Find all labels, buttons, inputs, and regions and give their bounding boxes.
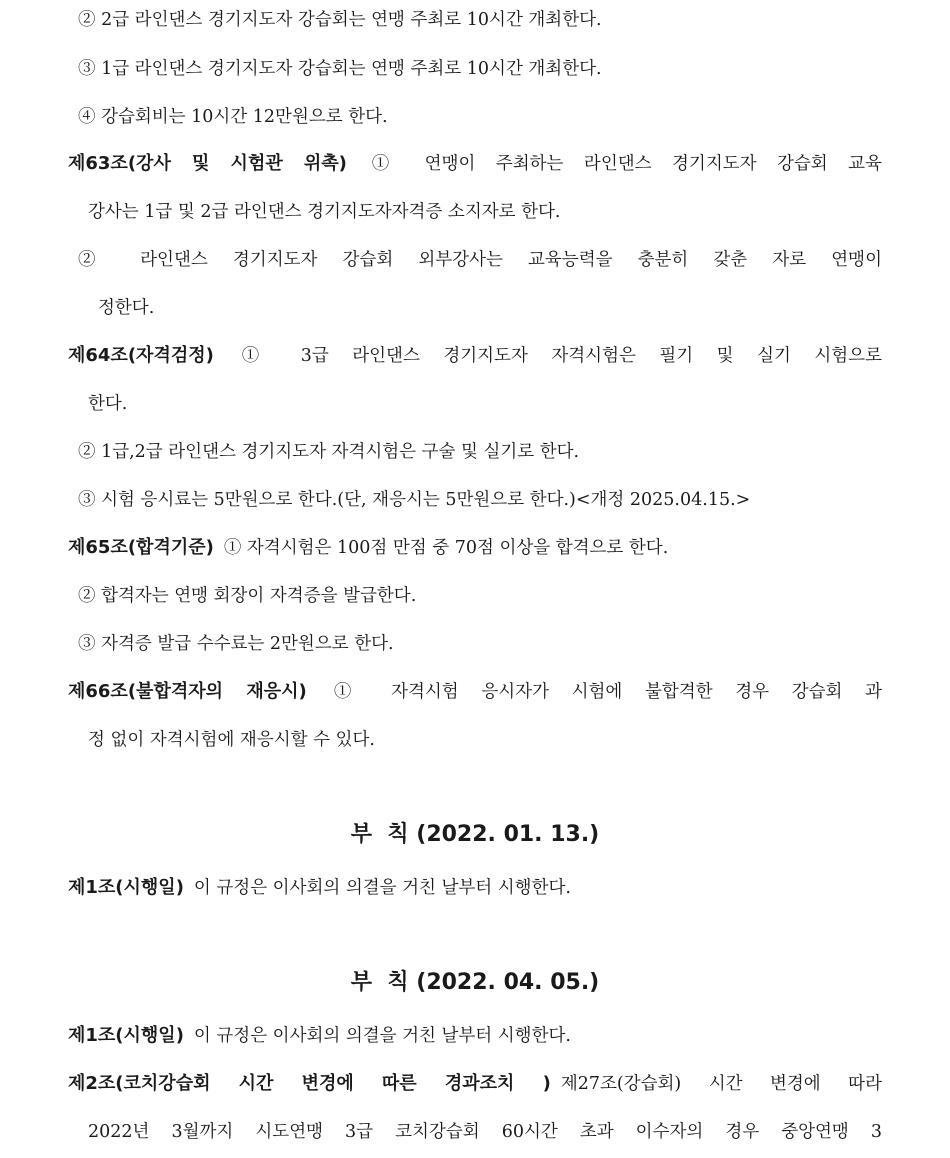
article-heading: 제1조(시행일)	[68, 1025, 184, 1046]
supplementary-heading	[0, 820, 950, 850]
article-66-cont	[88, 727, 375, 753]
clause-text: ② 2급 라인댄스 경기지도자 강습회는 연맹 주최로 10시간 개최한다.	[78, 10, 602, 30]
clause-63-2	[78, 247, 882, 273]
clause-text: 2022년 3월까지 시도연맹 3급 코치강습회 60시간 초과 이수자의 경우 중앙연맹 3	[88, 1122, 882, 1142]
supplementary-heading	[0, 968, 950, 998]
clause-text: 강사는 1급 및 2급 라인댄스 경기지도자자격증 소지자로 한다.	[88, 202, 561, 222]
supp2-article-1	[68, 1023, 571, 1049]
clause-text: 한다.	[88, 394, 128, 414]
supp2-article-2-cont	[88, 1119, 882, 1145]
supp2-article-2	[68, 1071, 882, 1097]
article-63	[68, 151, 882, 177]
heading-date: (2022. 01. 13.)	[416, 822, 600, 847]
clause-text: ② 합격자는 연맹 회장이 자격증을 발급한다.	[78, 586, 417, 606]
clause-text: ① 3급 라인댄스 경기지도자 자격시험은 필기 및 실기 시험으로	[223, 346, 882, 366]
clause-62-3	[78, 56, 602, 82]
clause-text: ② 1급,2급 라인댄스 경기지도자 자격시험은 구술 및 실기로 한다.	[78, 442, 580, 462]
clause-text: 제27조(강습회) 시간 변경에 따라	[560, 1074, 882, 1094]
clause-62-2	[78, 7, 602, 33]
clause-64-2	[78, 439, 579, 465]
supp1-article-1	[68, 875, 571, 901]
clause-64-3	[78, 487, 750, 513]
clause-text: ③ 자격증 발급 수수료는 2만원으로 한다.	[78, 634, 394, 654]
article-heading: 제1조(시행일)	[68, 877, 184, 898]
clause-text: 정한다.	[98, 298, 155, 318]
article-63-cont	[88, 199, 561, 225]
heading-word: 부 칙	[350, 970, 409, 995]
clause-63-2-cont	[98, 295, 154, 321]
article-heading: 제65조(합격기준)	[68, 537, 214, 558]
article-heading: 제66조(불합격자의 재응시)	[68, 681, 307, 702]
clause-text: ① 자격시험은 100점 만점 중 70점 이상을 합격으로 한다.	[223, 538, 669, 558]
clause-text: ① 자격시험 응시자가 시험에 불합격한 경우 강습회 과	[316, 682, 882, 702]
article-heading: 제63조(강사 및 시험관 위촉)	[68, 153, 347, 174]
article-heading: 제2조(코치강습회 시간 변경에 따른 경과조치 )	[68, 1073, 551, 1094]
clause-text: ① 연맹이 주최하는 라인댄스 경기지도자 강습회 교육	[356, 154, 882, 174]
article-heading: 제64조(자격검정)	[68, 345, 214, 366]
clause-text: 정 없이 자격시험에 재응시할 수 있다.	[88, 730, 375, 750]
clause-text: ④ 강습회비는 10시간 12만원으로 한다.	[78, 107, 388, 127]
heading-date: (2022. 04. 05.)	[416, 970, 600, 995]
clause-text: ③ 1급 라인댄스 경기지도자 강습회는 연맹 주최로 10시간 개최한다.	[78, 59, 602, 79]
clause-65-3	[78, 631, 394, 657]
article-64-cont	[88, 391, 127, 417]
article-66	[68, 679, 882, 705]
article-64	[68, 343, 882, 369]
clause-text: ② 라인댄스 경기지도자 강습회 외부강사는 교육능력을 충분히 갖춘 자로 연맹이	[78, 250, 882, 270]
heading-word: 부 칙	[350, 822, 409, 847]
clause-text: ③ 시험 응시료는 5만원으로 한다.(단, 재응시는 5만원으로 한다.)<개정 2025.04.15.>	[78, 490, 751, 510]
clause-text: 이 규정은 이사회의 의결을 거친 날부터 시행한다.	[193, 878, 571, 898]
clause-text: 이 규정은 이사회의 의결을 거친 날부터 시행한다.	[193, 1026, 571, 1046]
article-65	[68, 535, 668, 561]
clause-62-4	[78, 104, 388, 130]
clause-65-2	[78, 583, 416, 609]
